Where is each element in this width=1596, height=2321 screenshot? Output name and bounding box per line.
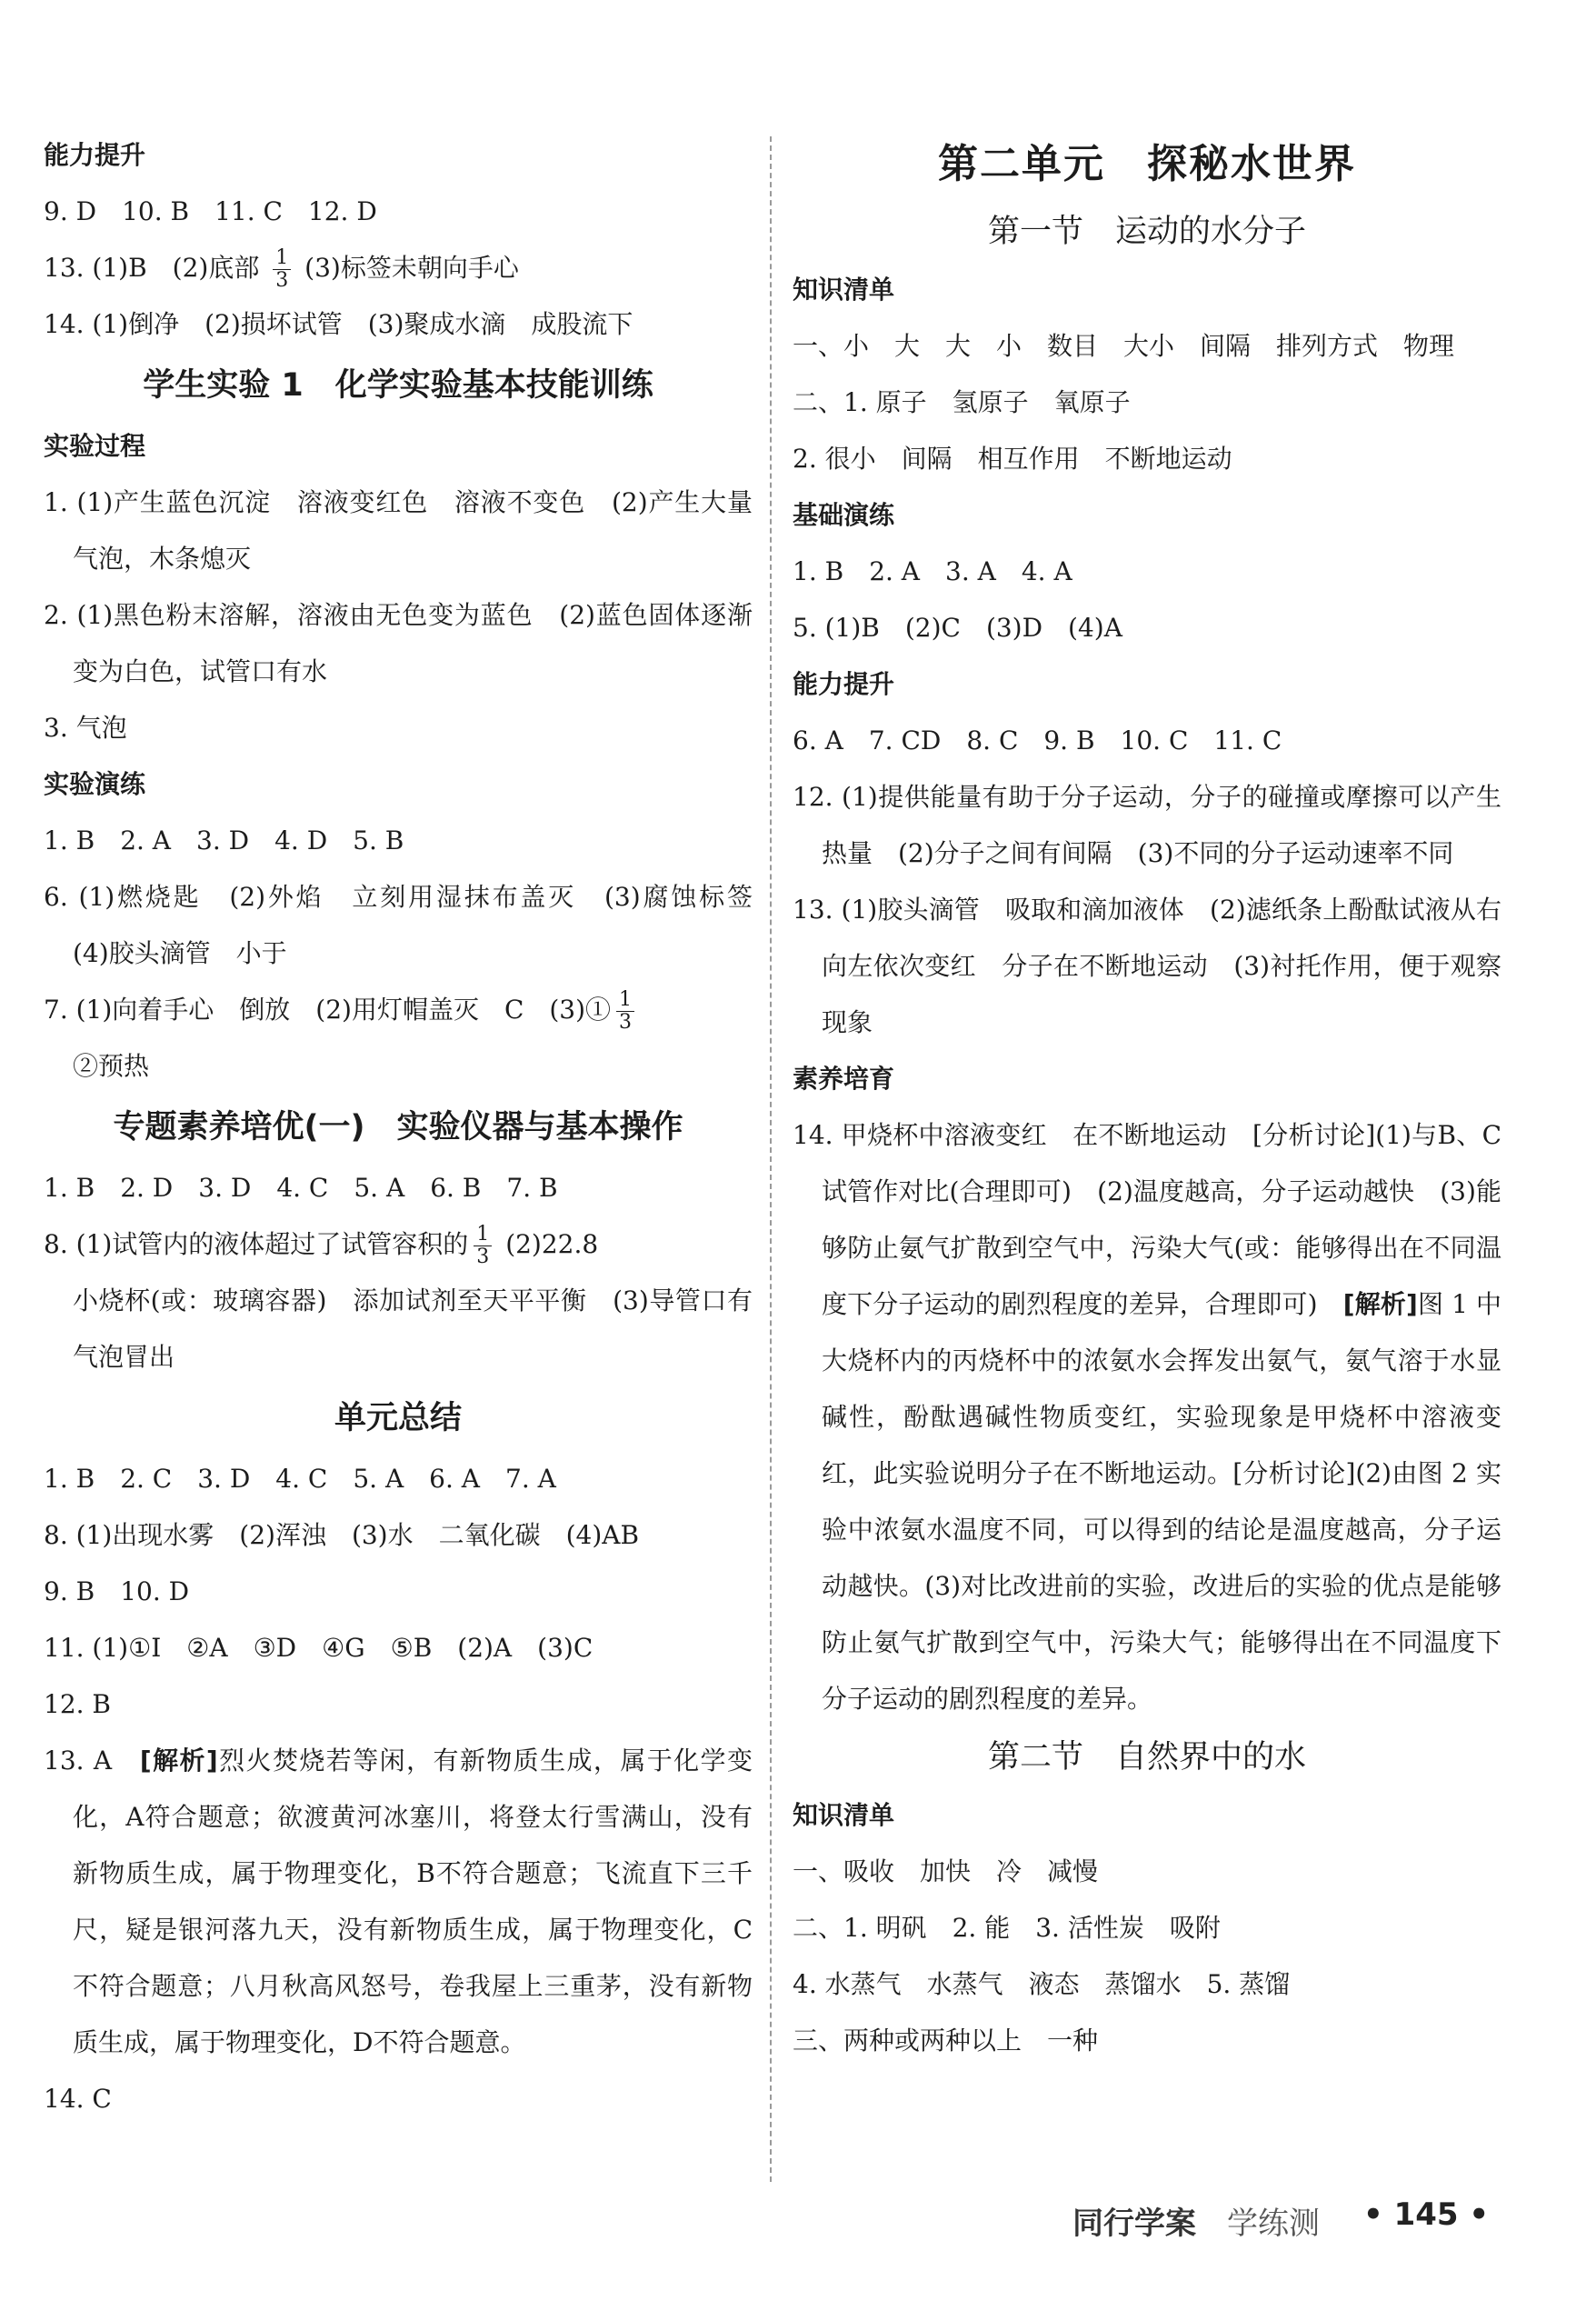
answer-line: 8. (1)出现水雾 (2)浑浊 (3)水 二氧化碳 (4)AB xyxy=(44,1520,640,1550)
section-heading: 实验演练 xyxy=(44,769,146,799)
answer-line: 1. B 2. C 3. D 4. C 5. A 6. A 7. A xyxy=(44,1464,556,1494)
section-heading: 素养培育 xyxy=(793,1064,895,1094)
answer-line: 小烧杯(或：玻璃容器) 添加试剂至天平平衡 (3)导管口有气泡冒出 xyxy=(73,1286,753,1372)
answer-line: 9. B 10. D xyxy=(44,1576,190,1606)
answer-line-14-analysis: 14. 甲烧杯中溶液变红 在不断地运动 [分析讨论](1)与B、C试管作对比(合理即可) (2)温度越高，分子运动越快 (3)能够防止氨气扩散到空气中，污染大气(或：能够得出在不同温度下分子运动的剧烈程度的差异，合理即可) [解析]图 1 中大烧杯内的丙烧杯中的浓氨水会挥发出氨气，氨气溶于水显碱性，酚酞遇碱性物质变红，实验现象是甲烧杯中溶液变红，此实验说明分子在不断地运动。[分析讨论](2)由图 2 实验中浓氨水温度不同，可以得到的结论是温度越高，分子运动越快。(3)对比改进前的实验，改进后的实验的优点是能够防止氨气扩散到空气中，污染大气；能够得出在不同温度下分子运动的剧烈程度的差异。 xyxy=(793,1120,1501,1714)
answer-line: 14. C xyxy=(44,2084,112,2114)
section-heading: 能力提升 xyxy=(793,669,895,699)
section-heading: 知识清单 xyxy=(793,1800,895,1830)
answer-line: 1. B 2. D 3. D 4. C 5. A 6. B 7. B xyxy=(44,1173,558,1203)
answer-line: 12. B xyxy=(44,1689,112,1719)
answer-line: 二、1. 明矾 2. 能 3. 活性炭 吸附 xyxy=(793,1913,1221,1943)
answer-line: 12. (1)提供能量有助于分子运动，分子的碰撞或摩擦可以产生热量 (2)分子之间有间隔 (3)不同的分子运动速率不同 xyxy=(793,782,1501,868)
answer-line: 4. 水蒸气 水蒸气 液态 蒸馏水 5. 蒸馏 xyxy=(793,1969,1291,1999)
column-divider xyxy=(770,136,772,2182)
lab-title: 学生实验 1 化学实验基本技能训练 xyxy=(143,367,653,404)
section-title: 第一节 运动的水分子 xyxy=(987,214,1306,250)
book-brand: 同行学案 xyxy=(1072,2206,1196,2242)
answer-line-13-analysis: 13. A [解析]烈火焚烧若等闲，有新物质生成，属于化学变化，A符合题意；欲渡黄河冰塞川，将登太行雪满山，没有新物质生成，属于物理变化，B不符合题意；飞流直下三千尺，疑是银河落九天，没有新物质生成，属于物理变化，C不符合题意；八月秋高风怒号，卷我屋上三重茅，没有新物质生成，属于物理变化，D不符合题意。 xyxy=(44,1746,753,2057)
answer-line-8: 8. (1)试管内的液体超过了试管容积的 $\frac{1}{3}$ (2)22.8 xyxy=(44,1223,599,1268)
fraction: $\frac{1}{3}$ xyxy=(474,1224,492,1268)
answer-line-7: 7. (1)向着手心 倒放 (2)用灯帽盖灭 C (3)① $\frac{1}{3}$ xyxy=(44,982,753,1038)
fraction: $\frac{1}{3}$ xyxy=(616,989,634,1034)
section-title: 第二节 自然界中的水 xyxy=(987,1739,1306,1776)
answer-line: 9. D 10. B 11. C 12. D xyxy=(44,196,377,226)
section-heading: 能力提升 xyxy=(44,140,146,170)
answer-line: 2. 很小 间隔 相互作用 不断地运动 xyxy=(793,444,1232,474)
answer-line: 3. 气泡 xyxy=(44,713,127,743)
section-heading: 知识清单 xyxy=(793,275,895,305)
answer-line: 1. (1)产生蓝色沉淀 溶液变红色 溶液不变色 (2)产生大量气泡，木条熄灭 xyxy=(44,487,753,574)
answer-line-13: 13. (1)B (2)底部 $\frac{1}{3}$ (3)标签未朝向手心 xyxy=(44,246,519,292)
answer-line: 1. B 2. A 3. D 4. D 5. B xyxy=(44,825,404,855)
right-column xyxy=(793,127,1501,2069)
answer-line: 2. (1)黑色粉末溶解，溶液由无色变为蓝色 (2)蓝色固体逐渐变为白色，试管口有水 xyxy=(44,600,753,686)
section-heading: 基础演练 xyxy=(793,500,895,530)
answer-line: 一、小 大 大 小 数目 大小 间隔 排列方式 物理 xyxy=(793,331,1455,361)
answer-line: 一、吸收 加快 冷 减慢 xyxy=(793,1856,1099,1886)
answer-line: 13. (1)胶头滴管 吸取和滴加液体 (2)滤纸条上酚酞试液从右向左依次变红 分子在不断地运动 (3)衬托作用，便于观察现象 xyxy=(793,895,1501,1037)
page-footer xyxy=(1072,2191,1509,2246)
answer-line: ②预热 xyxy=(73,1051,150,1081)
answer-line: 6. A 7. CD 8. C 9. B 10. C 11. C xyxy=(793,725,1282,755)
answer-line: 14. (1)倒净 (2)损坏试管 (3)聚成水滴 成股流下 xyxy=(44,309,633,339)
answer-line: 6. (1)燃烧匙 (2)外焰 立刻用湿抹布盖灭 (3)腐蚀标签 (4)胶头滴管 小于 xyxy=(44,882,779,968)
answer-line: 1. B 2. A 3. A 4. A xyxy=(793,556,1072,586)
answer-line: 三、两种或两种以上 一种 xyxy=(793,2026,1099,2056)
summary-title: 单元总结 xyxy=(334,1400,462,1436)
unit-title: 第二单元 探秘水世界 xyxy=(938,141,1356,187)
left-column xyxy=(44,127,779,2127)
answer-line: 11. (1)①I ②A ③D ④G ⑤B (2)A (3)C xyxy=(44,1633,594,1663)
answer-line: 5. (1)B (2)C (3)D (4)A xyxy=(793,613,1122,643)
answer-line: 二、1. 原子 氢原子 氧原子 xyxy=(793,387,1131,417)
section-heading: 实验过程 xyxy=(44,431,146,461)
fraction: $\frac{1}{3}$ xyxy=(273,247,291,292)
topic-title: 专题素养培优(一) 实验仪器与基本操作 xyxy=(113,1109,683,1145)
book-subtitle: 学练测 xyxy=(1227,2206,1320,2242)
page-number: • 145 • xyxy=(1363,2196,1490,2233)
